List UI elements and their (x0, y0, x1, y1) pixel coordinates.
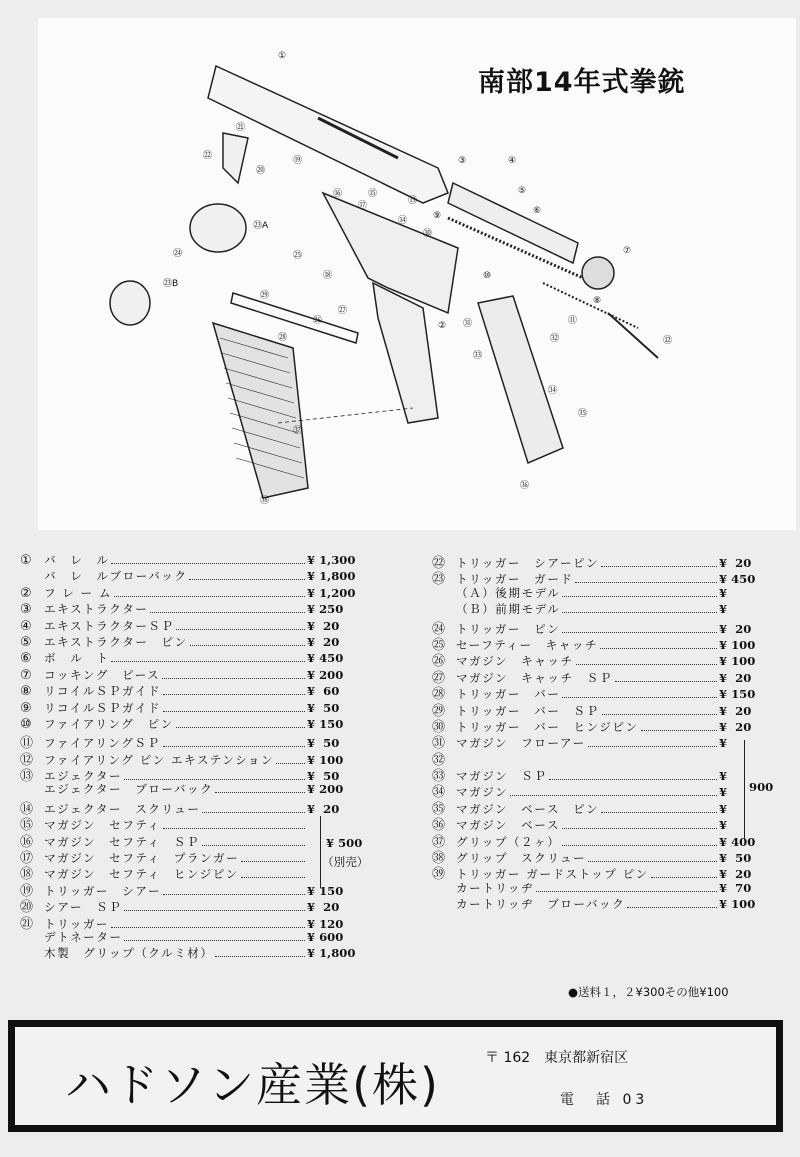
callout-18: ⑱ (323, 271, 333, 281)
part-number: ㊲ (432, 834, 446, 850)
leader-dots (163, 746, 305, 747)
part-row (20, 634, 365, 650)
part-row (432, 716, 777, 735)
part-row (20, 552, 365, 568)
part-name: トリッガー (44, 916, 110, 931)
part-row (432, 798, 777, 817)
callout-31: ㉛ (463, 319, 473, 329)
part-price: ¥ (719, 785, 728, 800)
part-name: バ レ ル (44, 553, 110, 567)
magazine-drawing (478, 296, 563, 463)
part-name: トリッガー ガードストップ ピン (456, 867, 649, 882)
leader-dots (202, 812, 305, 813)
part-price: ¥ 100 (307, 752, 344, 767)
part-price: ¥ 20 (719, 867, 752, 882)
part-number: ⑩ (20, 716, 32, 732)
part-number: ㉔ (432, 621, 446, 637)
part-number: ② (20, 585, 32, 601)
callout-26: ㉖ (313, 316, 323, 326)
leader-dots (241, 877, 305, 878)
part-number: ⑤ (20, 634, 32, 650)
part-number: ⑪ (20, 736, 34, 752)
leader-dots (549, 779, 717, 780)
trigger-guard-a-drawing (190, 204, 246, 252)
part-name: リコイルＳＰガイド (44, 684, 161, 699)
part-price: ¥ 70 (719, 880, 752, 895)
leader-dots (150, 612, 305, 613)
part-price: ¥ (719, 602, 728, 617)
part-number: ㉘ (432, 687, 446, 703)
callout-29: ㉙ (260, 291, 270, 301)
part-name: デトネーター (44, 929, 123, 944)
part-row (432, 552, 777, 571)
callout-13: ⑬ (408, 196, 418, 206)
callout-5: ⑤ (518, 186, 527, 196)
callout-14: ⑭ (398, 216, 408, 226)
part-row (20, 716, 365, 732)
callout-34: ㉞ (548, 386, 558, 396)
part-row (20, 781, 365, 797)
leader-dots (124, 779, 305, 780)
part-number: ⑦ (20, 667, 32, 683)
part-number: ⑭ (20, 801, 34, 817)
part-name: エジェクター (44, 769, 123, 784)
part-name: マガジン ベース ピン (456, 801, 600, 816)
part-price: ¥ (719, 801, 728, 816)
part-price: ¥ (719, 818, 728, 833)
callout-22: ㉒ (203, 151, 213, 161)
leader-dots (163, 694, 305, 695)
callout-36: ㊱ (520, 481, 530, 491)
leader-dots (124, 940, 305, 941)
part-price: ¥ 20 (307, 900, 340, 915)
leader-dots (124, 910, 305, 911)
part-row (20, 945, 365, 961)
leader-dots (176, 629, 305, 630)
callout-11: ⑪ (568, 316, 578, 326)
callout-24: ㉔ (173, 249, 183, 259)
callout-8: ⑧ (593, 296, 602, 306)
part-number: ㉜ (432, 752, 446, 768)
part-row (20, 568, 365, 584)
leader-dots (562, 845, 717, 846)
leader-dots (510, 795, 717, 796)
part-name: グリップ スクリュー (456, 851, 587, 866)
part-name: シアー ＳＰ (44, 900, 123, 915)
part-price: ¥ 50 (307, 769, 340, 784)
part-price: ¥ 120 (307, 916, 344, 931)
part-number: ㉑ (20, 916, 34, 932)
part-number: ③ (20, 602, 32, 618)
part-number: ① (20, 553, 32, 568)
part-row (20, 929, 365, 945)
part-number: ㊱ (432, 818, 446, 834)
part-row (432, 781, 777, 801)
company-phone: 電 話 03 (560, 1092, 649, 1108)
part-row (20, 585, 365, 601)
callout-19: ⑲ (293, 156, 303, 166)
part-name: エキストラクター ピン (44, 634, 188, 649)
leader-dots (588, 861, 717, 862)
part-name: トリッガー バー (456, 687, 561, 702)
exploded-parts-diagram (38, 18, 796, 530)
leader-dots (163, 894, 305, 895)
part-name: マガジン セフティ (44, 818, 161, 833)
part-number: ⑨ (20, 700, 32, 716)
part-row (20, 700, 365, 716)
part-name: エジェクター スクリュー (44, 801, 201, 816)
part-price: ¥ 60 (307, 684, 340, 699)
company-address: 〒 162 東京都新宿区 (485, 1050, 629, 1066)
callout-23a: ㉓A (253, 221, 269, 231)
part-price: ¥ 1,200 (307, 585, 356, 600)
callout-9: ⑨ (433, 211, 442, 221)
part-name: ファイアリングＳＰ (44, 736, 161, 751)
part-row (432, 601, 777, 617)
part-number: ⑲ (20, 883, 34, 899)
part-price: ¥ 1,800 (307, 569, 356, 584)
part-number: ⑥ (20, 651, 32, 667)
callout-1: ① (278, 51, 287, 61)
leader-dots (111, 927, 305, 928)
callout-28: ㉘ (278, 333, 288, 343)
part-price: ¥ (719, 736, 728, 751)
part-number: ㉒ (432, 556, 446, 571)
part-name: 木製 グリップ（クルミ材） (44, 946, 214, 961)
leader-dots (202, 845, 305, 846)
leader-dots (588, 746, 717, 747)
leader-dots (641, 730, 717, 731)
part-number: ⑧ (20, 684, 32, 700)
part-number: ㉕ (432, 637, 446, 653)
part-price: ¥ 200 (307, 782, 344, 797)
callout-17: ⑰ (358, 201, 368, 211)
part-number: ㊴ (432, 867, 446, 883)
leader-dots (114, 596, 305, 597)
part-name: マガジン ベース (456, 818, 560, 833)
part-row (20, 798, 365, 817)
part-name: カートリッヂ ブローバック (456, 897, 626, 912)
part-name: トリッガー バー ヒンジピン (456, 719, 639, 734)
part-price: ¥ 50 (307, 736, 340, 751)
part-name: トリッガー バー ＳＰ (456, 703, 600, 718)
part-row (432, 814, 777, 834)
part-row (432, 700, 777, 719)
leader-dots (163, 828, 305, 829)
part-name: バ レ ルブローバック (44, 569, 188, 584)
group-price-left: ¥ 500 (326, 836, 363, 850)
part-name: トリッガー ガード (456, 572, 574, 587)
leader-dots (602, 714, 717, 715)
parts-list-left (20, 552, 365, 962)
group-price-right: 900 (749, 780, 774, 794)
leader-dots (190, 645, 305, 646)
part-name: トリッガー シアー (44, 883, 162, 898)
part-price: ¥ 600 (307, 929, 344, 944)
part-name: エキストラクターＳＰ (44, 618, 175, 633)
part-row (20, 847, 365, 867)
part-name: マガジン (456, 785, 509, 800)
part-row (432, 831, 777, 850)
part-number: ④ (20, 618, 32, 634)
part-name: セーフティー キャッチ (456, 637, 599, 652)
leader-dots (615, 681, 717, 682)
part-price: ¥ 150 (307, 883, 344, 898)
leader-dots (562, 828, 717, 829)
part-row (432, 650, 777, 670)
part-price: ¥ 100 (719, 897, 756, 912)
leader-dots (601, 566, 717, 567)
callout-6: ⑥ (533, 206, 542, 216)
callout-2: ② (438, 321, 447, 331)
part-number: ⑮ (20, 818, 34, 834)
group-bracket-right (744, 740, 745, 840)
leader-dots (536, 891, 717, 892)
part-row (432, 634, 777, 653)
part-name: マガジン セフティ プランガー (44, 851, 240, 866)
leader-dots (215, 956, 305, 957)
part-row (432, 765, 777, 785)
part-row (20, 749, 365, 768)
leader-dots (111, 563, 305, 564)
part-name: トリッガー シアーピン (456, 556, 600, 570)
callout-20: ⑳ (256, 166, 266, 176)
part-row (20, 667, 365, 683)
part-price: ¥ 100 (719, 637, 756, 652)
part-number: ⑬ (20, 769, 34, 785)
callout-7: ⑦ (623, 246, 632, 256)
leader-dots (562, 612, 717, 613)
callout-12: ⑫ (663, 336, 673, 346)
part-number: ⑱ (20, 867, 34, 883)
part-price: ¥ (719, 769, 728, 784)
part-price: ¥ 100 (719, 654, 756, 669)
part-name: ファイアリング ピン (44, 716, 174, 731)
leader-dots (189, 579, 305, 580)
group-note-left: （別売） (322, 855, 369, 869)
part-price: ¥ 250 (307, 602, 344, 617)
part-name: トリッガー ピン (456, 621, 561, 636)
part-name: （Ｂ）前期モデル (456, 602, 561, 617)
part-number: ㉙ (432, 703, 446, 719)
part-name: マガジン セフティ ヒンジピン (44, 867, 239, 882)
part-row (20, 683, 365, 699)
shipping-note: ●送料１，２¥300その他¥100 (568, 985, 729, 999)
part-name: コッキング ピース (44, 667, 161, 682)
parts-list-right (432, 552, 777, 913)
part-price: ¥ 20 (719, 621, 752, 636)
leader-dots (163, 711, 305, 712)
part-number: ㉚ (432, 719, 446, 735)
part-row (20, 601, 365, 617)
part-row (432, 667, 777, 686)
part-number: ㉗ (432, 670, 446, 686)
part-row (20, 831, 365, 850)
part-name: カートリッヂ (456, 880, 535, 895)
part-name: ファイアリング ピン エキステンション (44, 752, 275, 767)
leader-dots (562, 697, 717, 698)
grip-panel-drawing (213, 323, 308, 498)
callout-10: ⑩ (483, 271, 492, 281)
leader-dots (562, 632, 717, 633)
leader-dots (111, 661, 305, 662)
part-number: ⑯ (20, 834, 34, 850)
part-price: ¥ 450 (719, 572, 756, 587)
part-price: ¥ (719, 585, 728, 600)
part-name: マガジン ＳＰ (456, 769, 548, 784)
part-row (20, 896, 365, 916)
callout-32: ㉜ (550, 334, 560, 344)
leader-dots (575, 582, 717, 583)
leader-dots (601, 812, 717, 813)
leader-dots (627, 907, 717, 908)
part-number: ㉟ (432, 801, 446, 817)
part-row (432, 896, 777, 912)
leader-dots (576, 664, 717, 665)
callout-16: ⑯ (333, 189, 343, 199)
part-row (432, 585, 777, 601)
part-price: ¥ 20 (307, 801, 340, 816)
callout-35: ㉟ (578, 409, 588, 419)
part-row (432, 618, 777, 637)
leader-dots (241, 861, 305, 862)
part-price: ¥ 20 (719, 719, 752, 734)
part-name: マガジン キャッチ ＳＰ (456, 670, 613, 685)
callout-21: ㉑ (236, 123, 246, 133)
part-price: ¥ 450 (307, 651, 344, 666)
page-title: 南部14年式拳銃 (478, 67, 686, 98)
callout-15: ⑮ (368, 189, 378, 199)
part-row (432, 863, 777, 883)
part-price: ¥ 150 (307, 716, 344, 731)
leader-dots (176, 727, 305, 728)
part-number: ㊳ (432, 851, 446, 867)
callout-3: ③ (458, 156, 467, 166)
leader-dots (562, 596, 717, 597)
part-number: ㉓ (432, 572, 446, 588)
group-bracket-left (320, 816, 321, 888)
callout-25: ㉕ (293, 251, 303, 261)
company-name: ハドソン産業(株) (65, 1058, 440, 1112)
part-row (432, 568, 777, 588)
leader-dots (276, 763, 305, 764)
leader-dots (215, 792, 305, 793)
part-price: ¥ 400 (719, 834, 756, 849)
part-price: ¥ 150 (719, 687, 756, 702)
part-number: ⑫ (20, 752, 34, 768)
part-name: ボ ル ト (44, 651, 110, 666)
callout-38: ㊳ (260, 496, 270, 506)
part-name: グリップ（２ヶ） (456, 834, 561, 849)
callout-4: ④ (508, 156, 517, 166)
part-row (20, 650, 365, 666)
leader-dots (600, 648, 717, 649)
part-price: ¥ 1,300 (307, 553, 356, 567)
part-number: ㉛ (432, 736, 446, 752)
part-price: ¥ 200 (307, 667, 344, 682)
trigger-guard-b-drawing (110, 281, 150, 325)
company-footer (8, 1020, 783, 1132)
part-name: マガジン フローアー (456, 736, 586, 751)
part-price: ¥ 20 (307, 634, 340, 649)
trigger-drawing (223, 133, 248, 183)
bolt-drawing (448, 183, 578, 263)
part-row (20, 618, 365, 634)
part-price: ¥ 20 (307, 618, 340, 633)
part-row (20, 863, 365, 883)
callout-37: ㊲ (293, 426, 303, 436)
part-number: ㉖ (432, 654, 446, 670)
callout-30: ㉚ (423, 229, 433, 239)
callout-27: ㉗ (338, 306, 348, 316)
barrel-drawing (208, 66, 448, 203)
part-name: リコイルＳＰガイド (44, 700, 161, 715)
part-number: ㉝ (432, 769, 446, 785)
part-name: マガジン セフティ ＳＰ (44, 834, 200, 849)
leader-dots (162, 678, 305, 679)
part-row (20, 913, 365, 932)
part-name: フ レ ー ム (44, 585, 112, 600)
leader-dots (651, 877, 717, 878)
part-price: ¥ 50 (307, 700, 340, 715)
callout-23b: ㉓B (163, 279, 179, 289)
part-number: ⑳ (20, 900, 34, 916)
part-price: ¥ 1,800 (307, 946, 356, 961)
part-number: ⑰ (20, 851, 34, 867)
part-number: ㉞ (432, 785, 446, 801)
part-row (20, 732, 365, 752)
part-price: ¥ 50 (719, 851, 752, 866)
part-name: エキストラクター (44, 602, 149, 617)
callout-33: ㉝ (473, 351, 483, 361)
part-name: エジェクター ブローバック (44, 782, 214, 797)
part-name: （Ａ）後期モデル (456, 585, 561, 600)
part-name: マガジン キャッチ (456, 654, 574, 669)
part-price: ¥ 20 (719, 556, 752, 570)
part-row (432, 847, 777, 867)
part-price: ¥ 20 (719, 703, 752, 718)
part-price: ¥ 20 (719, 670, 752, 685)
